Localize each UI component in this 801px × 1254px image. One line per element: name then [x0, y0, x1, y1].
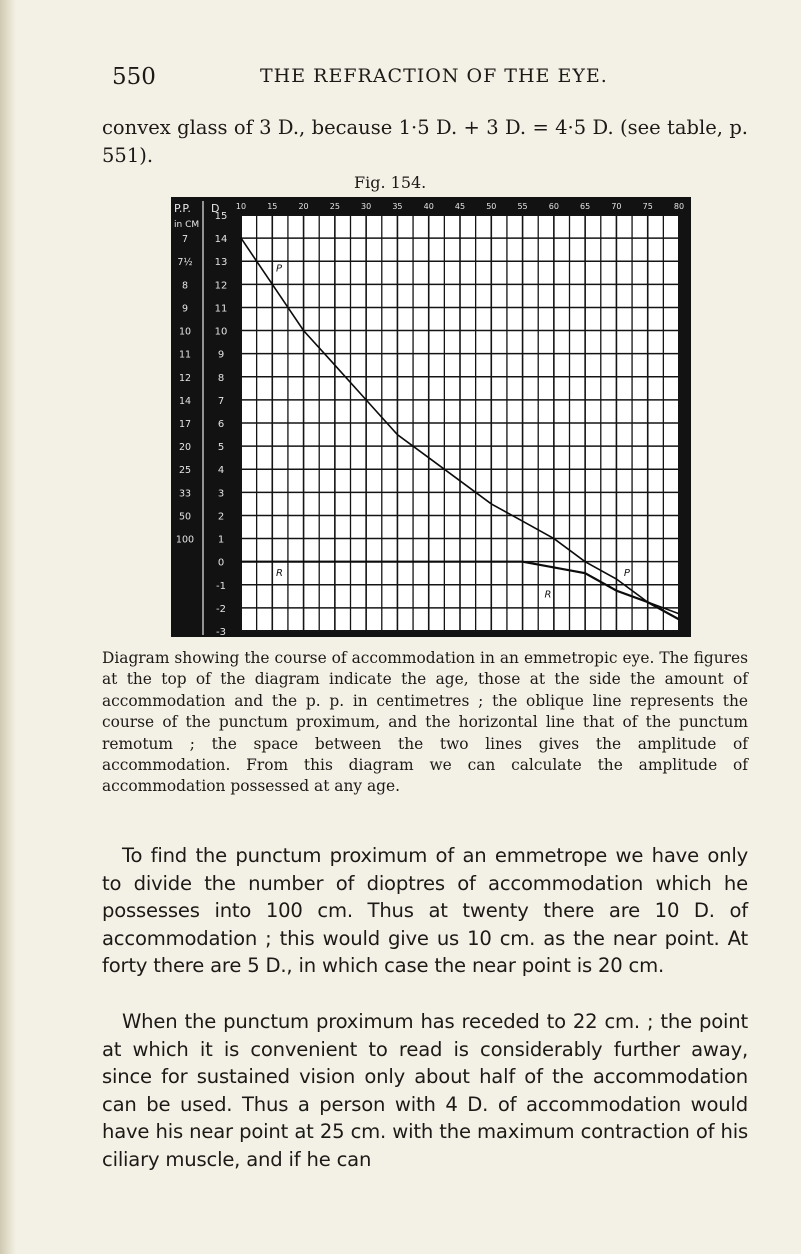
pp-cm-label: 100 [175, 534, 195, 546]
intro-text: convex glass of 3 D., because 1·5 D. + 3 D. = 4·5 D. (see table, p. 551). [102, 116, 748, 167]
pr-point [397, 561, 398, 562]
dioptre-tick-label: -2 [216, 603, 226, 615]
pp-point [553, 538, 554, 539]
pr-point [491, 561, 492, 562]
pr-point [616, 590, 617, 591]
pp-point [678, 613, 679, 614]
dioptre-tick-label: 15 [214, 211, 228, 222]
pp-header-top: P.P. [174, 202, 191, 215]
pr-point [428, 561, 429, 562]
pr-point [522, 561, 523, 562]
age-tick-label: 55 [517, 202, 528, 211]
dioptre-tick-label: 0 [217, 557, 225, 569]
age-tick-label: 25 [329, 202, 340, 211]
pr-point [553, 567, 554, 568]
curve-annotation-label: R [544, 589, 552, 601]
page-spine-shadow [0, 0, 16, 1254]
age-tick-label: 10 [235, 202, 247, 211]
pp-cm-label: 9 [181, 303, 189, 315]
accommodation-chart-svg [171, 197, 691, 637]
age-tick-label: 30 [361, 202, 372, 211]
dioptre-tick-label: 1 [217, 534, 225, 546]
pr-point [585, 573, 586, 574]
dioptre-tick-label: 2 [217, 511, 225, 523]
dioptre-tick-label: -1 [216, 580, 226, 592]
curve-annotation-label: P [623, 567, 630, 579]
pp-point [616, 578, 617, 579]
pp-point [303, 330, 304, 331]
pr-point [366, 561, 367, 562]
page-header [112, 64, 672, 94]
age-tick-label: 65 [580, 202, 591, 211]
pp-cm-label: 25 [178, 465, 192, 477]
age-tick-label: 50 [486, 202, 497, 211]
dioptre-tick-label: 3 [217, 488, 225, 500]
dioptre-tick-label: 14 [214, 234, 228, 246]
body-paragraph-2: When the punctum proximum has receded to 22 cm. ; the point at which it is convenient to read is considerably further away, since for sustained vision only about half of the accommodation can be used. Thus a person with 4 D. of accommodation would have his near point at 25 cm. with the maximum contraction of his ciliary muscle, and if he can [102, 1010, 748, 1171]
pp-point [334, 365, 335, 366]
dioptre-tick-label: 13 [214, 257, 228, 269]
body-paragraph-1: To find the punctum proximum of an emmetrope we have only to divide the number of dioptres of accommodation which he possesses into 100 cm. Thus at twenty there are 10 D. of accommodation ; this would give us 10 cm. as the near point. At forty there are 5 D., in which case the near point is 20 cm. [102, 844, 748, 978]
pp-cm-label: 8 [181, 280, 189, 292]
age-tick-label: 70 [611, 202, 622, 211]
dioptre-tick-label: 4 [217, 465, 225, 477]
pp-cm-label: 20 [178, 442, 192, 454]
pp-point [585, 561, 586, 562]
pp-point [366, 399, 367, 400]
pp-header-bottom: in CM [174, 220, 200, 230]
accommodation-diagram [171, 197, 691, 637]
dioptre-header: D [211, 202, 220, 215]
age-tick-label: 35 [392, 202, 403, 211]
pp-cm-label: 33 [178, 488, 192, 500]
dioptre-tick-label: -3 [216, 627, 226, 637]
running-head: THE REFRACTION OF THE EYE. [260, 65, 608, 87]
pp-cm-label: 14 [178, 395, 192, 407]
pr-point [647, 602, 648, 603]
figure-label: Fig. 154. [354, 173, 427, 192]
pp-cm-label: 12 [178, 372, 192, 384]
pr-point [459, 561, 460, 562]
dioptre-tick-label: 11 [214, 303, 228, 315]
pr-point [334, 561, 335, 562]
pp-point [491, 503, 492, 504]
pr-point [272, 561, 273, 562]
pp-cm-label: 17 [178, 419, 192, 430]
pp-cm-label: 50 [178, 511, 192, 523]
age-tick-label: 80 [673, 202, 685, 211]
pp-point [522, 521, 523, 522]
pp-cm-label: 11 [178, 349, 192, 361]
age-tick-label: 40 [423, 202, 434, 211]
dioptre-tick-label: 6 [217, 419, 225, 430]
pp-cm-label: 10 [178, 326, 192, 338]
pr-point [303, 561, 304, 562]
age-tick-label: 15 [267, 202, 278, 211]
pp-cm-label: 7 [181, 234, 189, 246]
curve-annotation-label: R [276, 567, 283, 579]
age-tick-label: 75 [642, 202, 653, 211]
dioptre-tick-label: 10 [214, 326, 228, 338]
pp-point [397, 434, 398, 435]
pr-point [240, 561, 241, 562]
pp-point [272, 284, 273, 285]
age-tick-label: 45 [454, 202, 466, 211]
pp-point [240, 238, 241, 239]
dioptre-tick-label: 5 [217, 442, 225, 454]
pr-point [678, 619, 679, 620]
grid-layer [241, 215, 679, 631]
pp-point [428, 457, 429, 458]
pp-point [459, 480, 460, 481]
curve-annotation-label: P [276, 263, 283, 275]
figure-caption: Diagram showing the course of accommodation in an emmetropic eye. The figures at the top of the diagram indicate the age, those at the side the amount of accommodation and the p. p. in centimetres ; the oblique line represents the course of the punctum proximum, and the horizontal line that of the punctum remotum ; the space between the two lines gives the amplitude of accommodation. From this diagram we can calculate the amplitude of accommodation possessed at any age. [102, 649, 748, 796]
page-number: 550 [112, 64, 156, 90]
dioptre-tick-label: 8 [217, 372, 225, 384]
age-tick-label: 20 [298, 202, 309, 211]
age-tick-label: 60 [548, 202, 559, 211]
dioptre-tick-label: 9 [217, 349, 225, 361]
dioptre-tick-label: 7 [217, 395, 225, 407]
dioptre-tick-label: 12 [214, 280, 228, 292]
pp-cm-label: 7½ [177, 257, 193, 269]
